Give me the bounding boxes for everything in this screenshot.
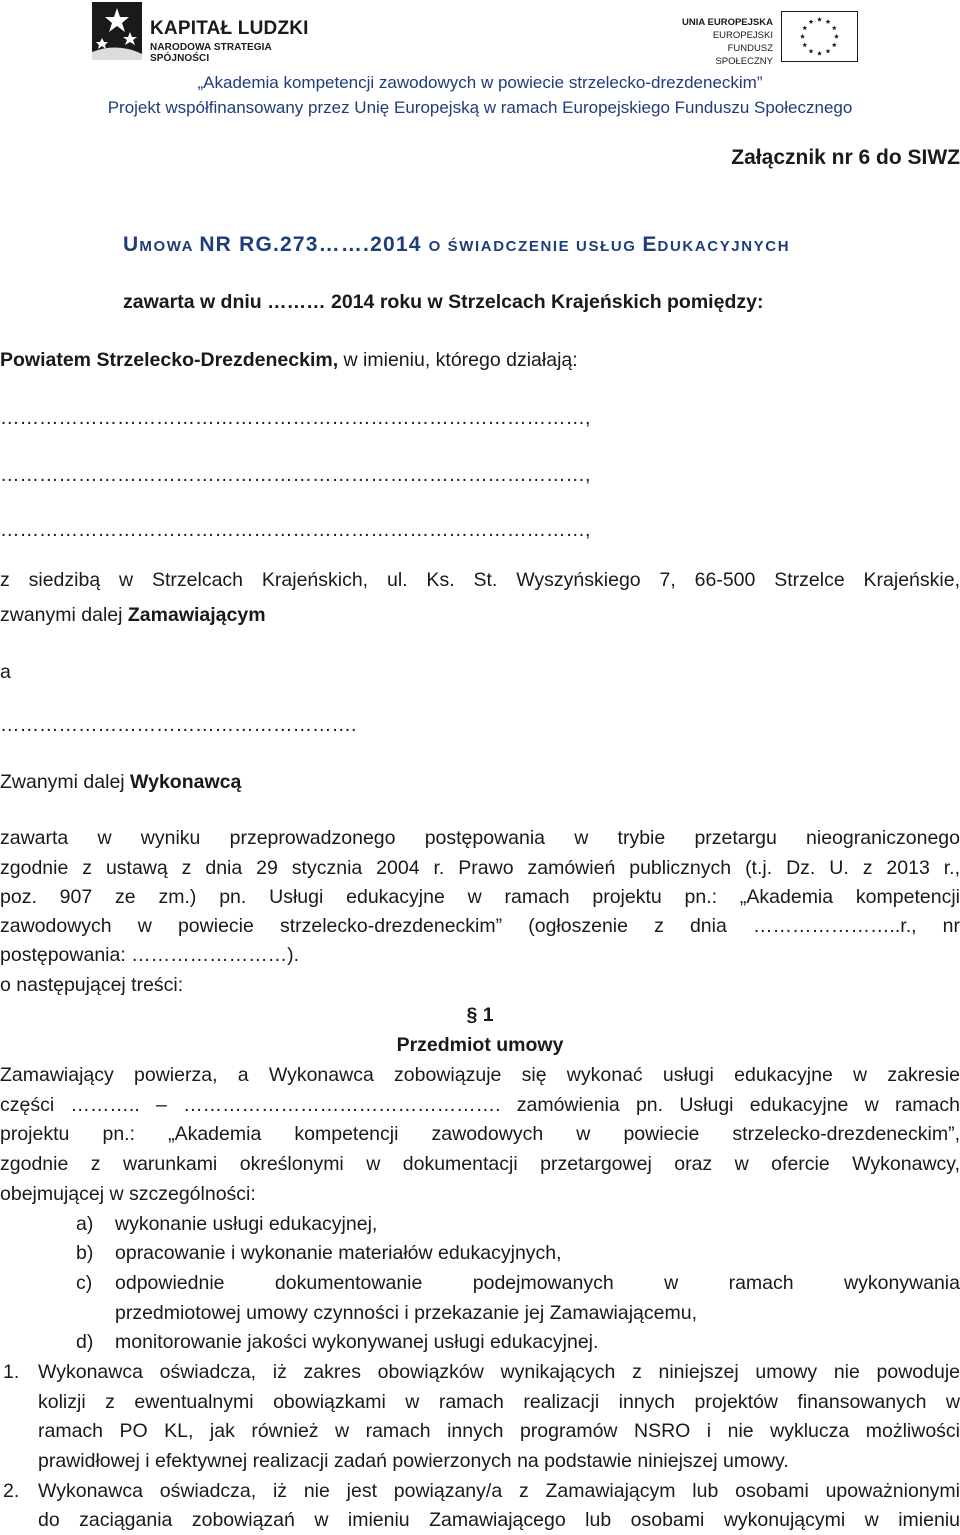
kl-logo-title: KAPITAŁ LUDZKI: [150, 18, 309, 39]
clause-1-line-2: kolizji z ewentualnymi obowiązkami w ramach realizacji innych projektów finansowanych w: [38, 1391, 960, 1413]
representative-line-1: ………………………………………………………………………………,: [0, 407, 591, 429]
list-item-c-line-2: przedmiotowej umowy czynności i przekazanie jej Zamawiającemu,: [115, 1302, 697, 1324]
representative-line-3: ………………………………………………………………………………,: [0, 519, 591, 541]
ordering-alias: zwanymi dalej Zamawiającym: [0, 604, 266, 626]
eu-logo: [676, 10, 858, 66]
clause-1-line-4: prawidłowej i efektywnej realizacji zadań powierzonych na podstawie niniejszej umowy.: [38, 1450, 789, 1472]
section-number: § 1: [466, 1004, 494, 1026]
clause-1-line-3: ramach PO KL, jak również w ramach innych programów NSRO i nie wyklucza możliwości: [38, 1420, 960, 1442]
preamble-line-1: zawarta w wyniku przeprowadzonego postępowania w trybie przetargu nieograniczonego: [0, 827, 960, 849]
preamble-line-5: postępowania: ……………………).: [0, 944, 300, 966]
contract-title: UMOWA NR RG.273…….2014 O ŚWIADCZENIE USŁUG EDUKACYJNYCH: [123, 233, 791, 256]
conjunction-a: a: [0, 661, 11, 683]
eu-flag-icon: [781, 11, 858, 62]
kapital-ludzki-emblem-icon: [92, 2, 142, 60]
preamble-line-6: o następującej treści:: [0, 974, 184, 996]
eu-logo-line2: EUROPEJSKI: [712, 30, 773, 41]
eu-logo-line1: UNIA EUROPEJSKA: [682, 17, 773, 28]
list-marker-d: d): [76, 1331, 94, 1353]
eu-logo-line3: FUNDUSZ SPOŁECZNY: [715, 43, 773, 67]
clause-2-number: 2.: [3, 1480, 20, 1502]
annex-label: Załącznik nr 6 do SIWZ: [731, 146, 960, 169]
list-marker-c: c): [76, 1272, 93, 1294]
subject-line-5: obejmującej w szczególności:: [0, 1183, 256, 1205]
subject-line-2: części ……….. – …………………………………………. zamówienia pn. Usługi edukacyjne w ramach: [0, 1094, 960, 1116]
subject-line-4: zgodnie z warunkami określonymi w dokumentacji przetargowej oraz w ofercie Wykonawcy,: [0, 1153, 960, 1175]
list-marker-b: b): [76, 1242, 94, 1264]
preamble-line-4: zawodowych w powiecie strzelecko-drezdeneckim” (ogłoszenie z dnia …………………..r., nr: [0, 915, 960, 937]
clause-1-number: 1.: [3, 1361, 20, 1383]
list-marker-a: a): [76, 1213, 94, 1235]
kl-logo-subtitle: NARODOWA STRATEGIA SPÓJNOŚCI: [150, 42, 272, 64]
list-item-b: opracowanie i wykonanie materiałów edukacyjnych,: [115, 1242, 562, 1264]
project-cofinancing: Projekt współfinansowany przez Unię Europejską w ramach Europejskiego Funduszu Społecznego: [107, 98, 853, 117]
list-item-a: wykonanie usługi edukacyjnej,: [115, 1213, 378, 1235]
clause-1-line-1: Wykonawca oświadcza, iż zakres obowiązków wynikających z niniejszej umowy nie powoduje: [38, 1361, 960, 1383]
section-title: Przedmiot umowy: [396, 1034, 564, 1056]
contractor-alias: Zwanymi dalej Wykonawcą: [0, 771, 242, 793]
contractor-placeholder: ……………………………………………….: [0, 714, 357, 736]
clause-2-line-2: do zaciągania zobowiązań w imieniu Zamawiającego lub osobami wykonującymi w imieniu: [38, 1509, 960, 1531]
preamble-line-3: poz. 907 ze zm.) pn. Usługi edukacyjne w ramach projektu pn.: „Akademia kompetencji: [0, 886, 960, 908]
subject-line-3: projektu pn.: „Akademia kompetencji zawodowych w powiecie strzelecko-drezdeneckim”,: [0, 1123, 960, 1145]
contract-date-line: zawarta w dniu ……… 2014 roku w Strzelcach Krajeńskich pomiędzy:: [123, 291, 764, 313]
party-ordering: Powiatem Strzelecko-Drezdeneckim, w imieniu, którego działają:: [0, 349, 578, 371]
list-item-d: monitorowanie jakości wykonywanej usługi edukacyjnej.: [115, 1331, 599, 1353]
ordering-address: z siedzibą w Strzelcach Krajeńskich, ul. Ks. St. Wyszyńskiego 7, 66-500 Strzelce Krajeńskie,: [0, 569, 960, 591]
kapital-ludzki-logo: [92, 2, 322, 62]
subject-line-1: Zamawiający powierza, a Wykonawca zobowiązuje się wykonać usługi edukacyjne w zakresie: [0, 1064, 960, 1086]
project-name: „Akademia kompetencji zawodowych w powiecie strzelecko-drezdeneckim”: [197, 73, 763, 92]
representative-line-2: ………………………………………………………………………………,: [0, 464, 591, 486]
clause-2-line-1: Wykonawca oświadcza, iż nie jest powiązany/a z Zamawiającym lub osobami upoważnionymi: [38, 1480, 960, 1502]
preamble-line-2: zgodnie z ustawą z dnia 29 stycznia 2004 r. Prawo zamówień publicznych (t.j. Dz. U. z 2013 r.,: [0, 857, 960, 879]
list-item-c-line-1: odpowiednie dokumentowanie podejmowanych w ramach wykonywania: [115, 1272, 960, 1294]
